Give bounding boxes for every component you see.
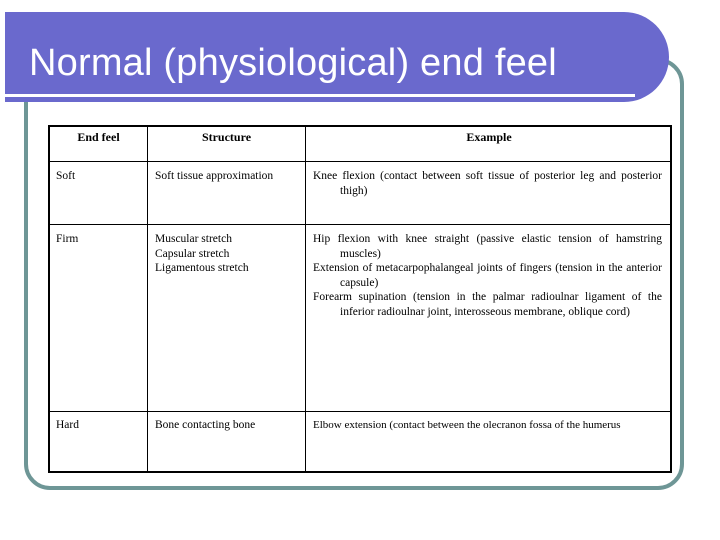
structure-line: Bone contacting bone (155, 419, 256, 431)
end-feel-firm: Firm (56, 233, 79, 245)
row-divider (50, 411, 670, 412)
example-line: Elbow extension (contact between the olecranon fossa of the humerus (313, 419, 621, 431)
row-divider (50, 161, 670, 162)
example-hard (313, 418, 669, 433)
example-line: Knee flexion (contact between soft tissue of posterior leg and posterior thigh) (313, 170, 662, 197)
example-line: Forearm supination (tension in the palmar radioulnar ligament of the inferior radioulnar joint, interosseous membrane, oblique cord) (313, 291, 662, 318)
structure-line: Muscular stretch (155, 233, 232, 245)
slide-title: Normal (physiological) end feel (29, 42, 557, 84)
example-line: Extension of metacarpophalangeal joints of fingers (tension in the anterior capsule) (313, 262, 662, 289)
structure-line: Ligamentous stretch (155, 262, 249, 274)
row-divider (50, 224, 670, 225)
end-feel-hard: Hard (56, 419, 79, 431)
end-feel-table (48, 125, 672, 473)
structure-soft (155, 169, 301, 184)
header-structure: Structure (201, 130, 252, 144)
header-example: Example (466, 130, 512, 144)
column-divider (147, 127, 148, 471)
structure-firm (155, 232, 301, 276)
end-feel-soft: Soft (56, 170, 76, 182)
structure-line: Soft tissue approximation (155, 170, 274, 182)
structure-line: Capsular stretch (155, 247, 230, 260)
structure-hard (155, 418, 301, 433)
header-end-feel: End feel (77, 130, 120, 144)
example-firm (313, 232, 662, 319)
example-line: Hip flexion with knee straight (passive elastic tension of hamstring muscles) (313, 233, 662, 260)
example-soft (313, 169, 662, 198)
title-bar (5, 12, 669, 102)
column-divider (305, 127, 306, 471)
